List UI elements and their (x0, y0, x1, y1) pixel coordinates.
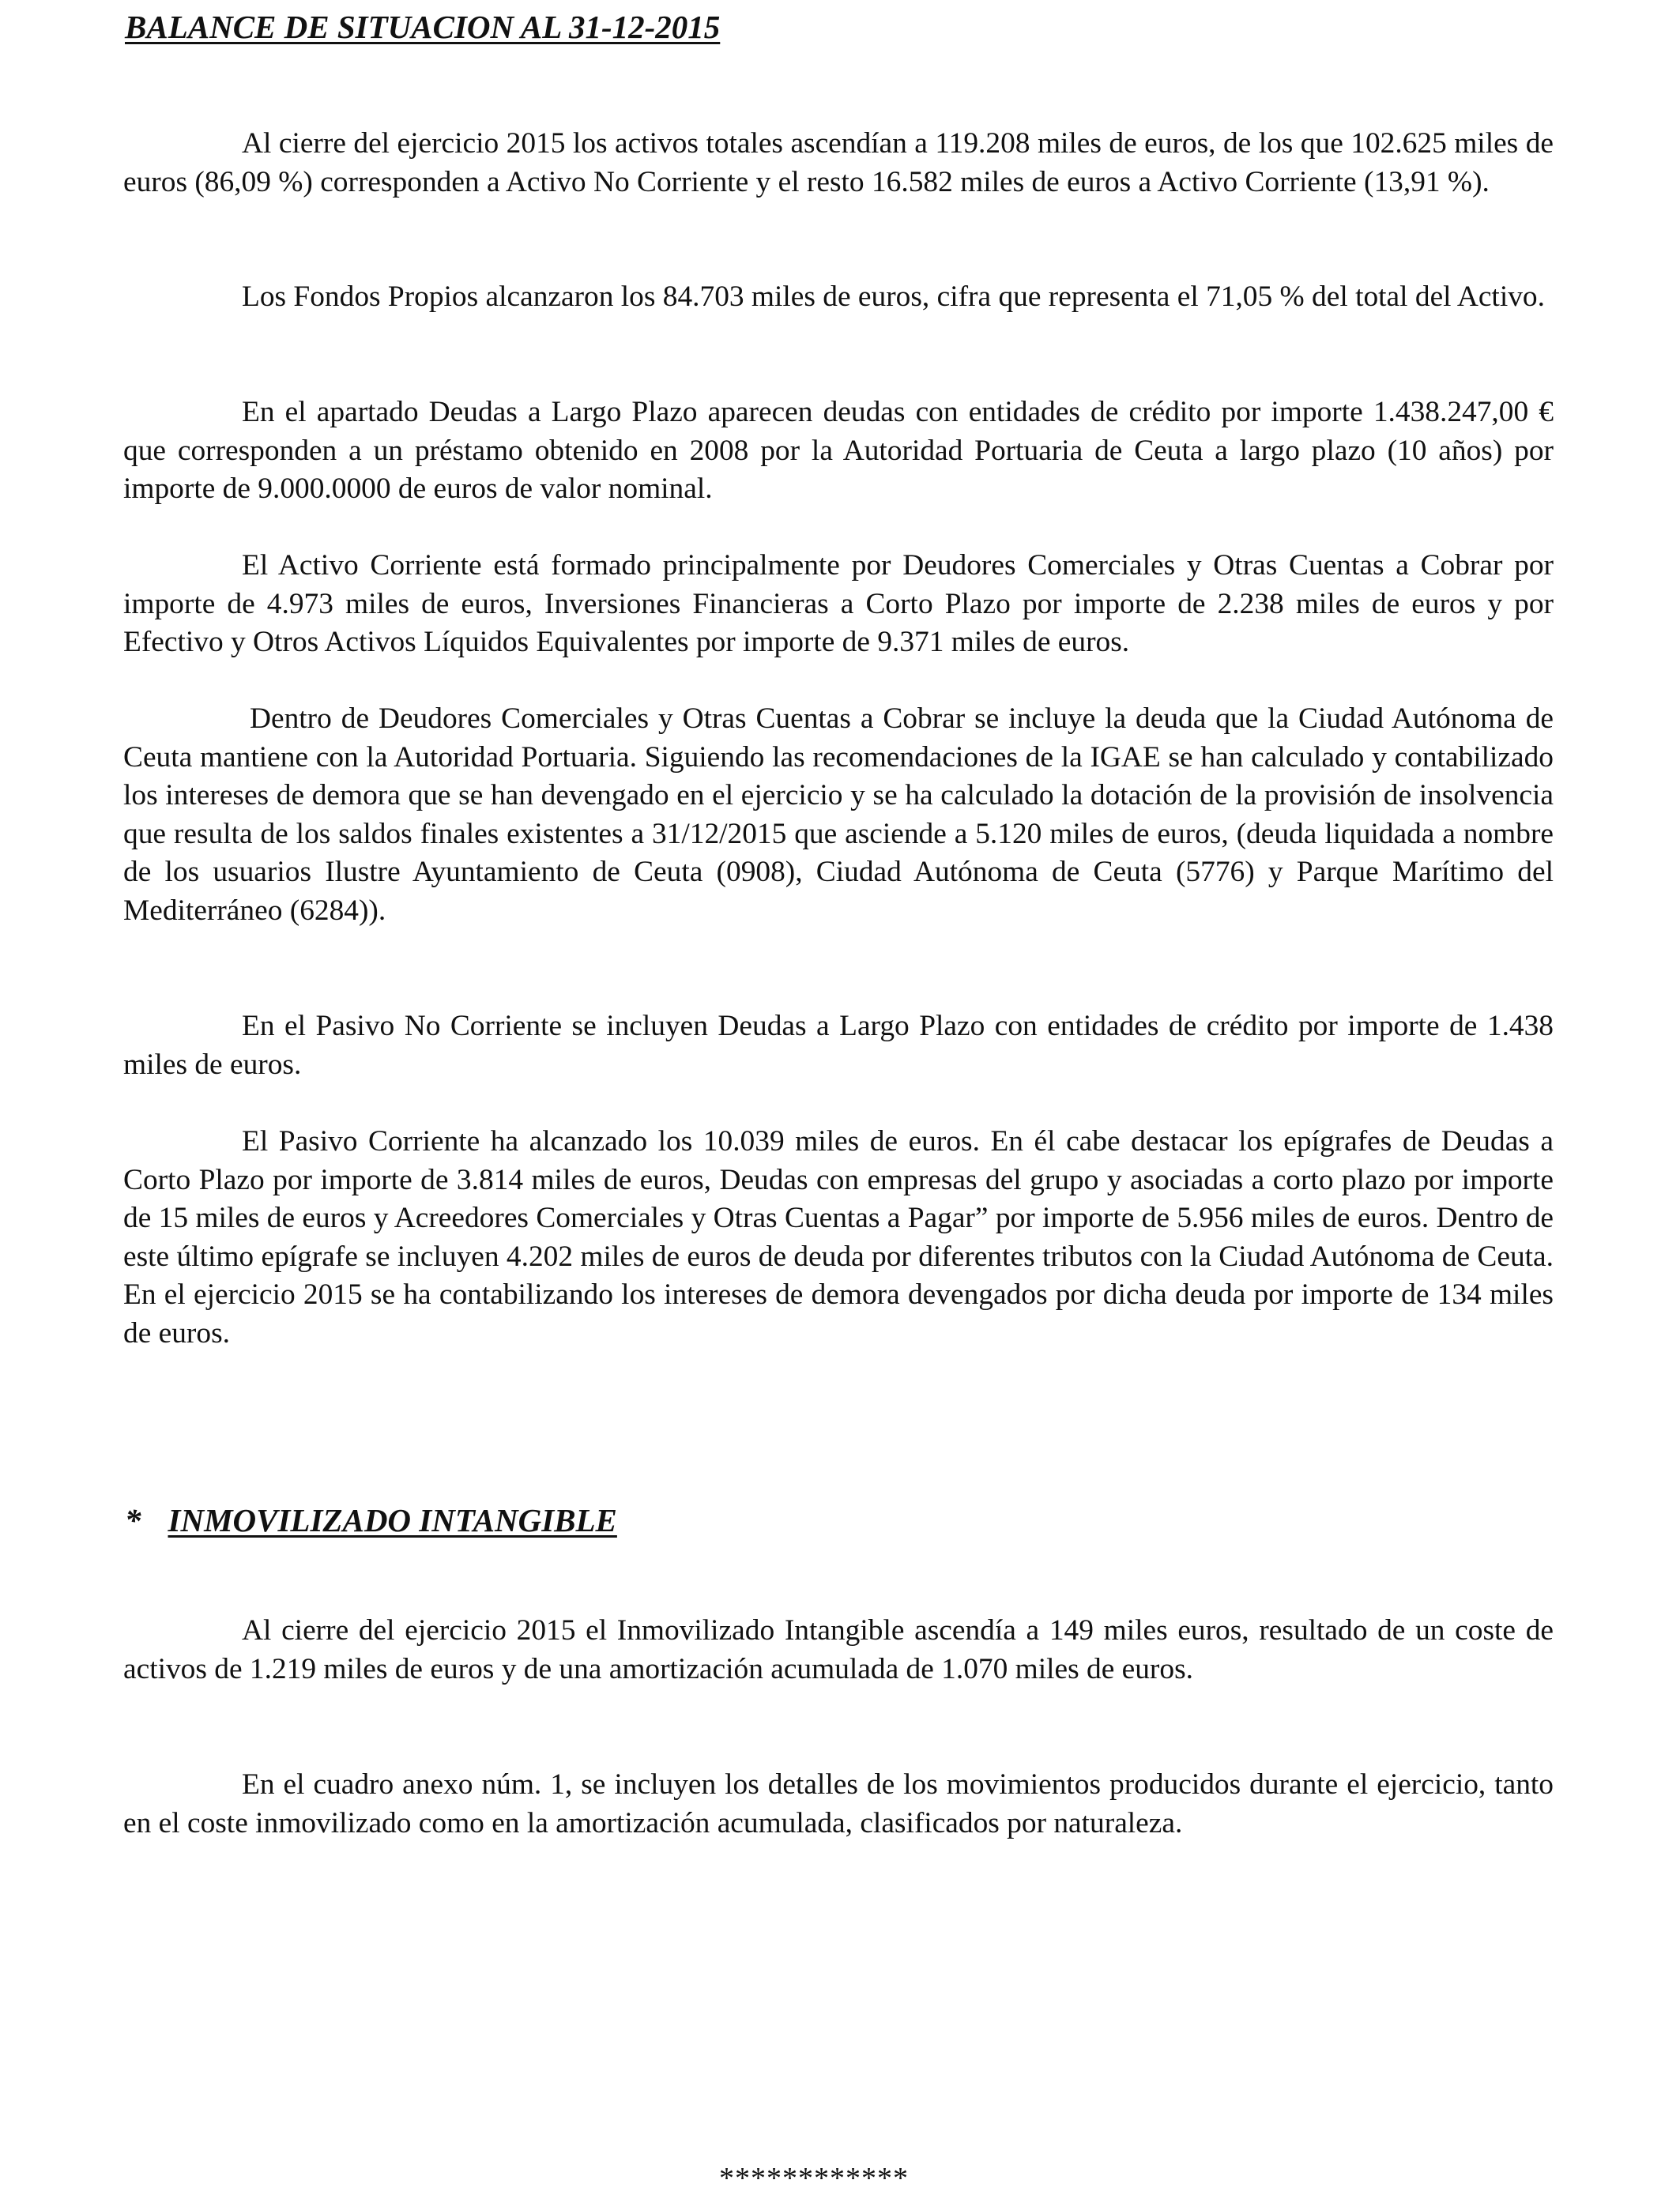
section-heading (125, 1501, 617, 1540)
section-title: INMOVILIZADO INTANGIBLE (168, 1502, 617, 1538)
paragraph-total-assets: Al cierre del ejercicio 2015 los activos totales ascendían a 119.208 miles de euros, de los que 102.625 miles de euros (86,09 %) corresponden a Activo No Corriente y el resto 16.582 miles de euros a Activo Corriente (13,91 %). (123, 127, 1554, 198)
paragraph-equity: Los Fondos Propios alcanzaron los 84.703 miles de euros, cifra que representa el 71,05 % del total del Activo. (242, 280, 1545, 313)
paragraph-annex-reference: En el cuadro anexo núm. 1, se incluyen los detalles de los movimientos producidos durante el ejercicio, tanto en el coste inmovilizado como en la amortización acumulada, clasificados por naturaleza. (123, 1768, 1554, 1839)
page-title: BALANCE DE SITUACION AL 31-12-2015 (125, 9, 721, 45)
paragraph-intangible-assets: Al cierre del ejercicio 2015 el Inmovilizado Intangible ascendía a 149 miles euros, resultado de un coste de activos de 1.219 miles de euros y de una amortización acumulada de 1.070 miles de euros. (123, 1614, 1554, 1685)
paragraph-non-current-liabilities: En el Pasivo No Corriente se incluyen Deudas a Largo Plazo con entidades de crédito por importe de 1.438 miles de euros. (123, 1010, 1554, 1081)
paragraph-current-assets: El Activo Corriente está formado principalmente por Deudores Comerciales y Otras Cuentas a Cobrar por importe de 4.973 miles de euros, Inversiones Financieras a Corto Plazo por importe de 2.238 miles de euros y por Efectivo y Otros Activos Líquidos Equivalentes por importe de 9.371 miles de euros. (123, 549, 1554, 658)
paragraph-current-liabilities: El Pasivo Corriente ha alcanzado los 10.039 miles de euros. En él cabe destacar los epígrafes de Deudas a Corto Plazo por importe de 3.814 miles de euros, Deudas con empresas del grupo y asociadas a corto plazo por importe de 15 miles de euros y Acreedores Comerciales y Otras Cuentas a Pagar” por importe de 5.956 miles de euros. Dentro de este último epígrafe se incluyen 4.202 miles de euros de deuda por diferentes tributos con la Ciudad Autónoma de Ceuta. En el ejercicio 2015 se ha contabilizando los intereses de demora devengados por dicha deuda por importe de 134 miles de euros. (123, 1125, 1554, 1350)
footer-separator: ************ (719, 2162, 909, 2195)
paragraph-trade-receivables: Dentro de Deudores Comerciales y Otras Cuentas a Cobrar se incluye la deuda que la Ciudad Autónoma de Ceuta mantiene con la Autoridad Portuaria. Siguiendo las recomendaciones de la IGAE se han calculado y contabilizado los intereses de demora que se han devengado en el ejercicio y se ha calculado la dotación de la provisión de insolvencia que resulta de los saldos finales existentes a 31/12/2015 que asciende a 5.120 miles de euros, (deuda liquidada a nombre de los usuarios Ilustre Ayuntamiento de Ceuta (0908), Ciudad Autónoma de Ceuta (5776) y Parque Marítimo del Mediterráneo (6284)). (123, 702, 1554, 927)
section-bullet: * (125, 1502, 141, 1538)
paragraph-long-term-debt: En el apartado Deudas a Largo Plazo aparecen deudas con entidades de crédito por importe 1.438.247,00 € que corresponden a un préstamo obtenido en 2008 por la Autoridad Portuaria de Ceuta a largo plazo (10 años) por importe de 9.000.0000 de euros de valor nominal. (123, 396, 1554, 505)
